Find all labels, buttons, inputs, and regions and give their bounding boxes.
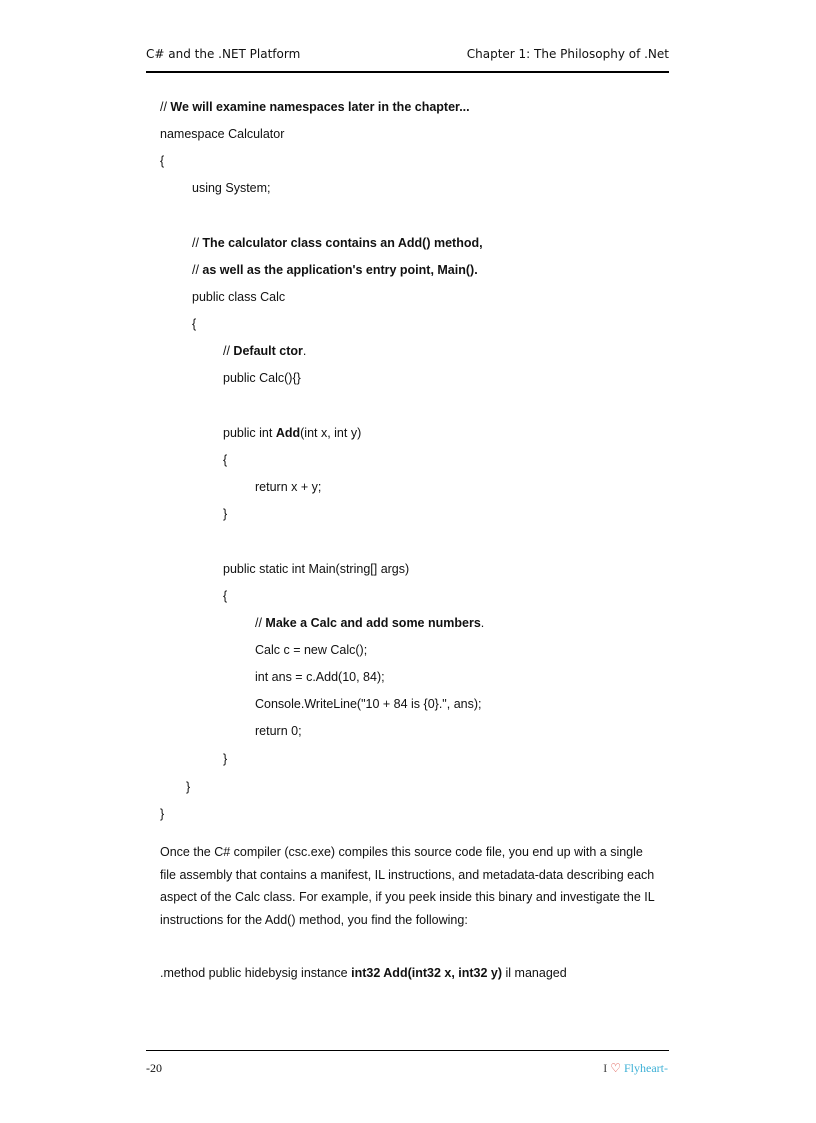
code-line: public int Add(int x, int y) (223, 426, 362, 440)
code-line: public class Calc (192, 290, 286, 304)
paragraph-line: Once the C# compiler (csc.exe) compiles this source code file, you end up with a single (160, 845, 643, 859)
paragraph-line: aspect of the Calc class. For example, if you peek inside this binary and investigate the IL (160, 890, 655, 904)
paragraph-line: instructions for the Add() method, you find the following: (160, 912, 468, 927)
heart-icon: ♡ (610, 1061, 621, 1075)
code-line: return 0; (255, 724, 302, 738)
header-rule (146, 71, 669, 73)
code-line: Console.WriteLine("10 + 84 is {0}.", ans); (255, 697, 482, 711)
code-line: // Make a Calc and add some numbers. (255, 616, 485, 630)
code-line: } (223, 507, 228, 521)
il-method-signature: .method public hidebysig instance int32 Add(int32 x, int32 y) il managed (160, 966, 567, 980)
code-line: Calc c = new Calc(); (255, 643, 368, 657)
code-line: { (223, 589, 228, 603)
running-header-chapter: Chapter 1: The Philosophy of .Net (466, 47, 669, 61)
code-line: } (160, 807, 165, 821)
code-line: { (192, 317, 197, 331)
footer-brand (603, 1061, 668, 1076)
code-line: // We will examine namespaces later in the chapter... (160, 100, 470, 114)
code-line: return x + y; (255, 480, 322, 494)
code-line: namespace Calculator (160, 127, 285, 141)
brand-i: I (603, 1061, 608, 1075)
code-line: public static int Main(string[] args) (223, 562, 410, 576)
brand-name: Flyheart- (624, 1061, 668, 1075)
footer-rule (146, 1050, 669, 1051)
code-line: } (186, 780, 191, 794)
code-line: int ans = c.Add(10, 84); (255, 670, 385, 684)
body-paragraph (160, 841, 670, 931)
code-line: { (223, 453, 228, 467)
code-line: public Calc(){} (223, 371, 301, 385)
code-line: // as well as the application's entry point, Main(). (192, 263, 478, 277)
code-line: using System; (192, 181, 271, 195)
running-header-title: C# and the .NET Platform (146, 47, 301, 61)
page-number: -20 (146, 1061, 162, 1075)
code-line: // The calculator class contains an Add() method, (192, 236, 483, 250)
code-line: } (223, 752, 228, 766)
code-line: { (160, 154, 165, 168)
paragraph-line: file assembly that contains a manifest, IL instructions, and metadata-data describing each (160, 867, 655, 882)
code-line: // Default ctor. (223, 344, 307, 358)
